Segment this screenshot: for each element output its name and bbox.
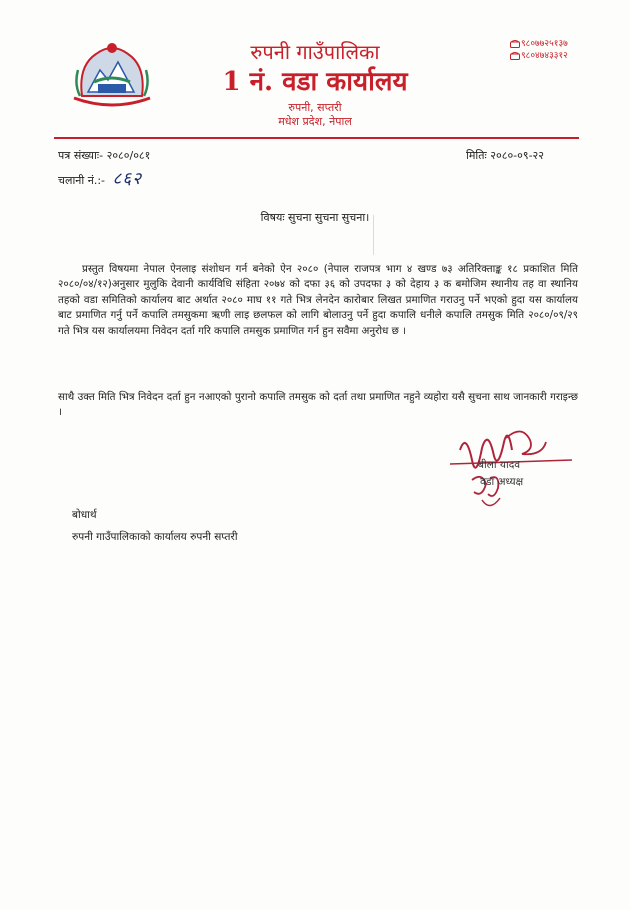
signatory-title: वडा अध्यक्ष [480, 476, 524, 488]
cc-recipient: रुपनी गाउँपालिकाको कार्यालय रुपनी सप्तरी [72, 531, 238, 543]
subject-line: विषयः सुचना सुचना सुचना। [260, 211, 370, 224]
municipality-name: रुपनी गाउँपालिका [250, 40, 380, 64]
signatory-name: बीला यादव [478, 459, 521, 471]
reference-number [58, 148, 150, 163]
dispatch-number [58, 166, 142, 189]
cc-label: बोधार्थ [72, 509, 97, 521]
reference-value: २०८०/०८१ [106, 149, 151, 162]
phone-1-value: ९८०७७२५१३७ [521, 39, 568, 49]
phone-2-value: ९८०४७४३३१२ [521, 51, 568, 61]
header-divider [54, 137, 579, 139]
office-title: 1 नं. वडा कार्यालय [222, 67, 408, 97]
dispatch-label: चलानी नं.:- [58, 174, 106, 187]
body-paragraph-2: साथै उक्त मिति भित्र निवेदन दर्ता हुन नआएको पुरानो कपालि तमसुक को दर्ता तथा प्रमाणित नहुने व्यहोरा यसै सुचना साथ जानकारी गराइन्छ । [58, 391, 578, 419]
nepal-emblem-icon [68, 36, 156, 110]
body-paragraph-1: प्रस्तुत विषयमा नेपाल ऐनलाइ संशोधन गर्न बनेको ऐन २०८० (नेपाल राजपत्र भाग ४ खण्ड ७३ अतिरिक्ताङ्क १८ प्रकाशित मिति २०८०/०४/१२)अनुसार मुलुकि देवानी कार्यविधि संहिता २०७४ को दफा ३६ को उपदफा ३ को देहाय ३ क बमोजिम स्थानीय तह वा स्थानिय तहको वडा समितिको कार्यालय बाट अर्थात २०८० माघ ११ गते भित्र लेनदेन कारोबार लिखत प्रमाणित गराउनु पर्ने भएको हुदा यस कार्यालय बाट प्रमाणित गर्नु पर्ने कपालि तमसुकमा ऋणी लाइ छलफल को लागि बोलाउनु पर्ने हुदा कपालि धनीले कपालि तमसुक मिति २०८०/०९/२९ गते भित्र यस कार्यालयमा निवेदन दर्ता गरि कपालि तमसुक प्रमाणित गर्न हुन सवैमा अनुरोध छ । [58, 263, 578, 337]
letter-date [466, 148, 544, 163]
address-line-1: रुपनी, सप्तरी [288, 101, 342, 114]
date-value: २०८०-०९-२२ [490, 149, 544, 162]
address-line-2: मधेश प्रदेश, नेपाल [278, 115, 352, 128]
phone-number-2 [510, 48, 568, 61]
dispatch-value: ८६२ [112, 169, 143, 189]
phone-icon [510, 40, 520, 48]
reference-label: पत्र संख्याः- [58, 149, 104, 162]
phone-icon [510, 52, 520, 60]
date-label: मितिः [466, 149, 487, 162]
